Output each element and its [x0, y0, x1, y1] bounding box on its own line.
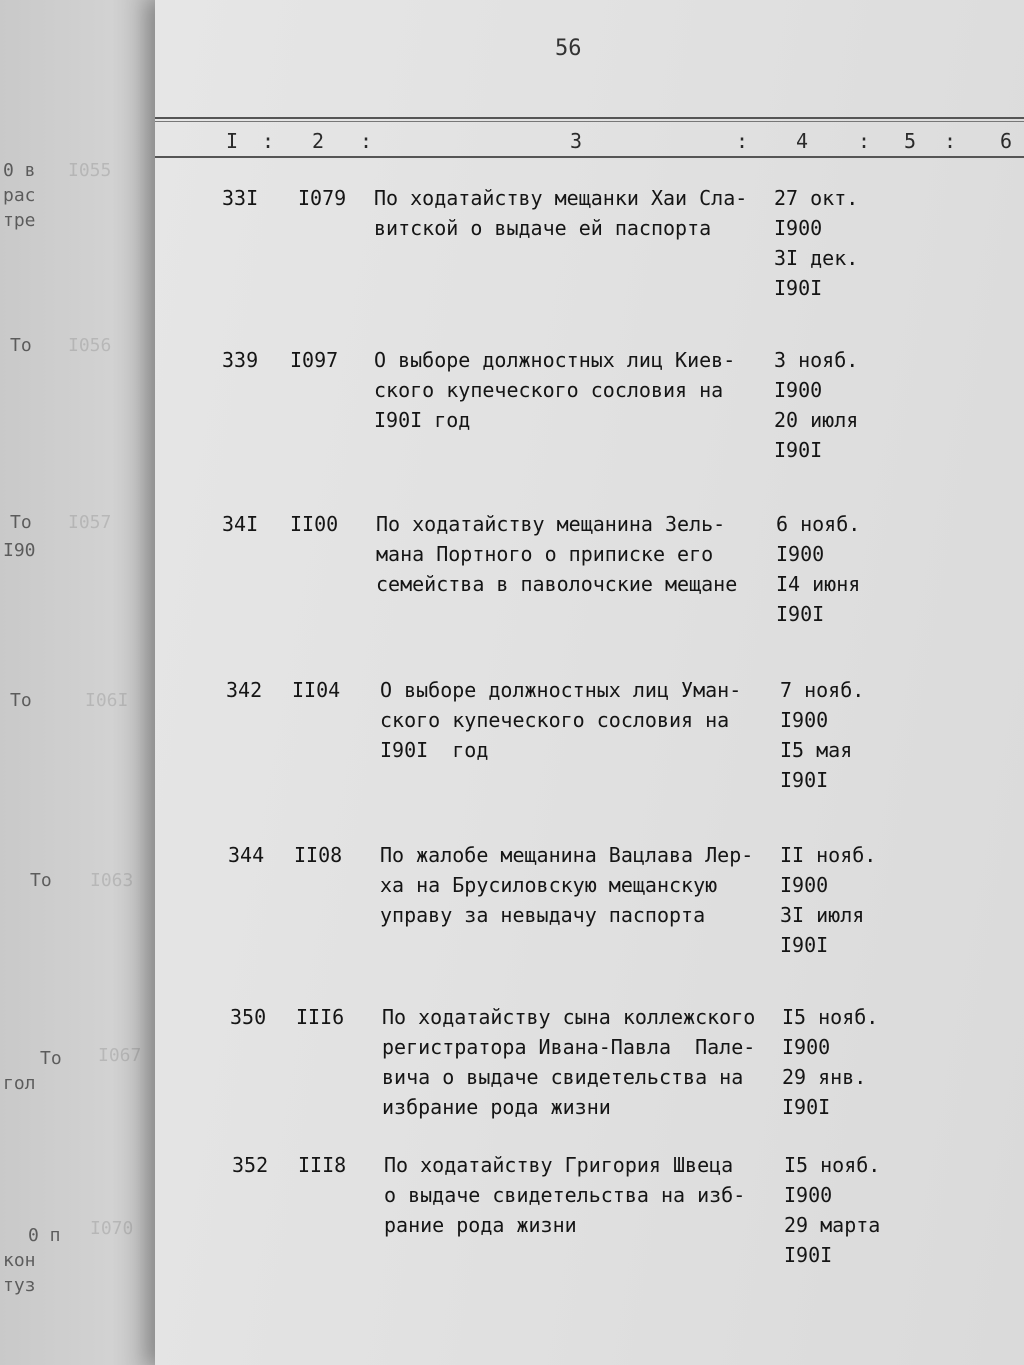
entry-date: 3I дек.: [774, 246, 859, 270]
entry-text-line: По ходатайству мещанки Хаи Сла-: [374, 186, 748, 210]
entry-text-line: мана Портного о приписке его: [376, 542, 714, 566]
entry-date: I90I: [782, 1095, 831, 1119]
bleed-text: 0 в: [3, 160, 36, 181]
column-separator: :: [736, 129, 749, 153]
entry-number: 34I: [222, 512, 259, 536]
entry-number: 33I: [222, 186, 259, 210]
bleed-text: рас: [3, 185, 36, 206]
entry-text-line: семейства в паволочские мещане: [376, 572, 738, 596]
entry-date: I4 июня: [776, 572, 861, 596]
bleed-text: I055: [68, 160, 112, 181]
bleed-text: 0 п: [28, 1225, 61, 1246]
case-number: I079: [298, 186, 347, 210]
bleed-text: I067: [98, 1045, 142, 1066]
entry-text-line: управу за невыдачу паспорта: [380, 903, 706, 927]
entry-date: 27 окт.: [774, 186, 859, 210]
entry-date: 29 марта: [784, 1213, 881, 1237]
bleed-text: I056: [68, 335, 112, 356]
entry-date: I90I: [780, 768, 829, 792]
entry-date: I90I: [774, 276, 823, 300]
entry-text-line: витской о выдаче ей паспорта: [374, 216, 712, 240]
entry-number: 339: [222, 348, 259, 372]
entry-date: I5 нояб.: [782, 1005, 879, 1029]
column-separator: :: [944, 129, 957, 153]
entry-text-line: О выборе должностных лиц Уман-: [380, 678, 742, 702]
entry-date: I900: [776, 542, 825, 566]
column-header: 2: [312, 129, 325, 153]
entry-text-line: о выдаче свидетельства на изб-: [384, 1183, 746, 1207]
entry-text-line: регистратора Ивана-Павла Пале-: [382, 1035, 756, 1059]
entry-text-line: ха на Брусиловскую мещанскую: [380, 873, 718, 897]
header-rule-top: [155, 117, 1024, 119]
case-number: I097: [290, 348, 339, 372]
entry-text-line: рание рода жизни: [384, 1213, 577, 1237]
entry-date: I900: [784, 1183, 833, 1207]
entry-text-line: ского купеческого сословия на: [374, 378, 724, 402]
bleed-text: I070: [90, 1218, 134, 1239]
bleed-text: То: [10, 512, 32, 533]
entry-date: 7 нояб.: [780, 678, 865, 702]
entry-date: I90I: [776, 602, 825, 626]
entry-date: 20 июля: [774, 408, 859, 432]
entry-text-line: О выборе должностных лиц Киев-: [374, 348, 736, 372]
bleed-text: То: [10, 335, 32, 356]
entry-text-line: По ходатайству мещанина Зель-: [376, 512, 726, 536]
column-header: 4: [796, 129, 809, 153]
column-separator: :: [262, 129, 275, 153]
case-number: II08: [294, 843, 343, 867]
entry-date: I900: [774, 216, 823, 240]
entry-text-line: вича о выдаче свидетельства на: [382, 1065, 744, 1089]
entry-date: I90I: [774, 438, 823, 462]
entry-date: 29 янв.: [782, 1065, 867, 1089]
entry-date: I90I: [784, 1243, 833, 1267]
entry-text-line: По ходатайству Григория Швеца: [384, 1153, 734, 1177]
entry-text-line: избрание рода жизни: [382, 1095, 611, 1119]
entry-date: 6 нояб.: [776, 512, 861, 536]
column-separator: :: [858, 129, 871, 153]
entry-number: 350: [230, 1005, 267, 1029]
column-header: 5: [904, 129, 917, 153]
entry-text-line: ского купеческого сословия на: [380, 708, 730, 732]
entry-date: I900: [774, 378, 823, 402]
case-number: II04: [292, 678, 341, 702]
column-header: I: [226, 129, 239, 153]
entry-date: I5 нояб.: [784, 1153, 881, 1177]
entry-date: II нояб.: [780, 843, 877, 867]
entry-text-line: По жалобе мещанина Вацлава Лер-: [380, 843, 754, 867]
entry-text-line: По ходатайству сына коллежского: [382, 1005, 756, 1029]
header-rule-bottom: [155, 156, 1024, 158]
bleed-text: тре: [3, 210, 36, 231]
page-number: 56: [555, 36, 582, 61]
bleed-text: туз: [3, 1275, 36, 1296]
column-separator: :: [360, 129, 373, 153]
header-rule-top-inner: [155, 121, 1024, 122]
case-number: III6: [296, 1005, 345, 1029]
bleed-text: кон: [3, 1250, 36, 1271]
column-header: 6: [1000, 129, 1013, 153]
entry-number: 352: [232, 1153, 269, 1177]
entry-text-line: I90I год: [374, 408, 471, 432]
entry-date: 3I июля: [780, 903, 865, 927]
entry-text-line: I90I год: [380, 738, 489, 762]
entry-number: 342: [226, 678, 263, 702]
entry-number: 344: [228, 843, 265, 867]
bleed-text: То: [30, 870, 52, 891]
bleed-text: I057: [68, 512, 112, 533]
case-number: II00: [290, 512, 339, 536]
bleed-text: То: [40, 1048, 62, 1069]
bleed-text: I06I: [85, 690, 129, 711]
bleed-text: I063: [90, 870, 134, 891]
case-number: III8: [298, 1153, 347, 1177]
entry-date: I900: [782, 1035, 831, 1059]
entry-date: I900: [780, 873, 829, 897]
bleed-text: гол: [3, 1073, 36, 1094]
entry-date: I900: [780, 708, 829, 732]
bleed-text: То: [10, 690, 32, 711]
entry-date: 3 нояб.: [774, 348, 859, 372]
entry-date: I5 мая: [780, 738, 853, 762]
entry-date: I90I: [780, 933, 829, 957]
bleed-text: I90: [3, 540, 36, 561]
column-header: 3: [570, 129, 583, 153]
